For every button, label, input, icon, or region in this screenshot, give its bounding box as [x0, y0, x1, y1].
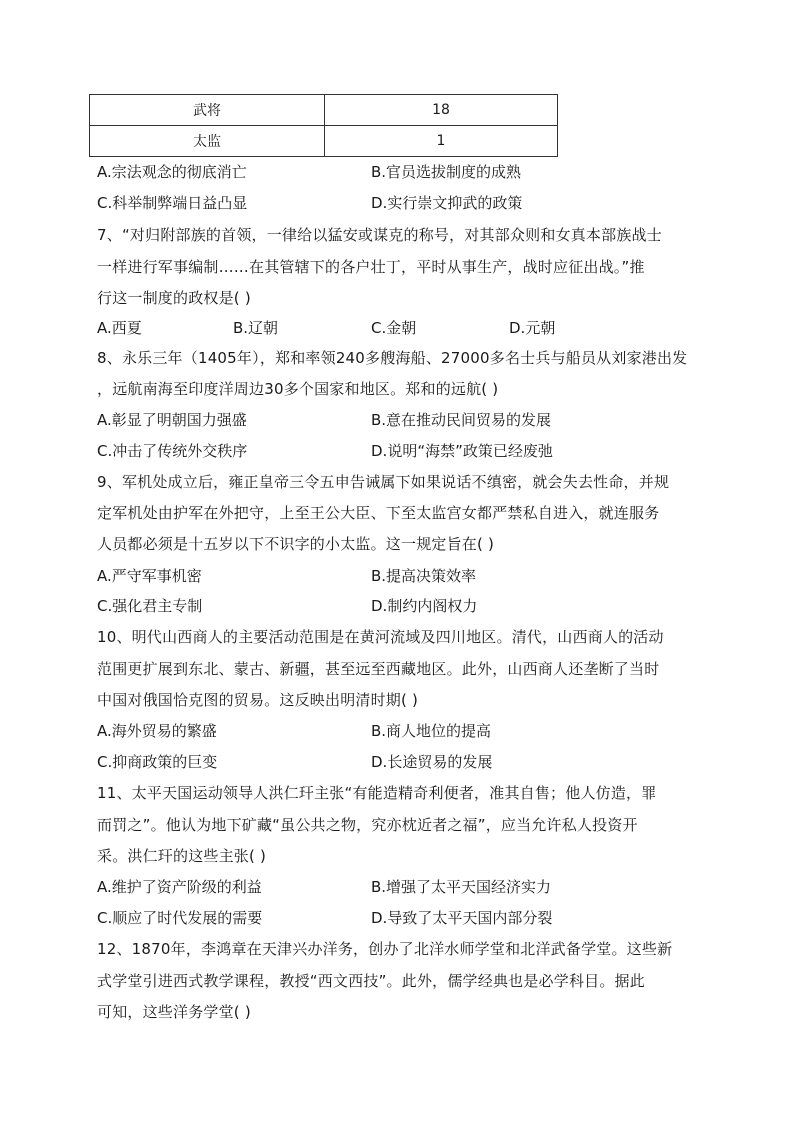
- q7-option-d: D.元朝: [509, 319, 556, 337]
- q8-text-line: 8、永乐三年（1405年），郑和率领240多艘海船、27000多名士兵与船员从刘家港出发: [97, 349, 688, 367]
- q10-text-line: 10、明代山西商人的主要活动范围是在黄河流域及四川地区。清代，山西商人的活动: [97, 628, 664, 646]
- q6-option-d: D.实行崇文抑武的政策: [371, 194, 523, 212]
- q6-option-c: C.科举制弊端日益凸显: [97, 194, 248, 212]
- q9-text-line: 定军机处由护军在外把守，上至王公大臣、下至太监宫女都严禁私自进入，就连服务: [97, 504, 660, 522]
- q10-text-line: 中国对俄国恰克图的贸易。这反映出明清时期( ): [97, 691, 419, 709]
- table-cell-value: 1: [325, 126, 558, 157]
- q7-option-a: A.西夏: [97, 319, 142, 337]
- q12-text-line: 12、1870年，李鸿章在天津兴办洋务，创办了北洋水师学堂和北洋武备学堂。这些新: [97, 940, 673, 958]
- q7-option-c: C.金朝: [371, 319, 417, 337]
- q6-option-a: A.宗法观念的彻底消亡: [97, 163, 247, 181]
- table-row: [90, 95, 558, 126]
- q9-text-line: 9、军机处成立后，雍正皇帝三令五申告诫属下如果说话不缜密，就会失去性命，并规: [97, 473, 670, 491]
- q11-option-d: D.导致了太平天国内部分裂: [371, 909, 553, 927]
- q8-text-line: ，远航南海至印度洋周边30多个国家和地区。郑和的远航( ): [97, 380, 499, 398]
- q9-option-c: C.强化君主专制: [97, 597, 203, 615]
- table-cell-value: 18: [325, 95, 558, 126]
- q11-option-c: C.顺应了时代发展的需要: [97, 909, 263, 927]
- q11-option-b: B.增强了太平天国经济实力: [371, 878, 552, 896]
- q9-option-b: B.提高决策效率: [371, 567, 477, 585]
- q11-text-line: 11、太平天国运动领导人洪仁玕主张“有能造精奇利便者，准其自售；他人仿造，罪: [97, 784, 657, 802]
- q9-option-d: D.制约内阁权力: [371, 597, 478, 615]
- q10-text-line: 范围更扩展到东北、蒙古、新疆，甚至远至西藏地区。此外，山西商人还垄断了当时: [97, 660, 660, 678]
- table-row: [90, 126, 558, 157]
- table-cell-label: 武将: [90, 95, 325, 126]
- q7-text-line: 7、“对归附部族的首领，一律给以猛安或谋克的称号，对其部众则和女真本部族战士: [97, 226, 662, 244]
- q8-option-d: D.说明“海禁”政策已经废弛: [371, 442, 553, 460]
- q10-option-b: B.商人地位的提高: [371, 722, 492, 740]
- q8-option-a: A.彰显了明朝国力强盛: [97, 411, 247, 429]
- q11-text-line: 采。洪仁玕的这些主张( ): [97, 847, 267, 865]
- q9-option-a: A.严守军事机密: [97, 567, 202, 585]
- q11-text-line: 而罚之”。他认为地下矿藏“虽公共之物，究亦枕近者之福”，应当允许私人投资开: [97, 816, 638, 834]
- q11-option-a: A.维护了资产阶级的利益: [97, 878, 262, 896]
- table-cell-label: 太监: [90, 126, 325, 157]
- officials-table: [89, 94, 558, 157]
- q12-text-line: 式学堂引进西式教学课程，教授“西文西技”。此外，儒学经典也是必学科目。据此: [97, 972, 645, 990]
- q10-option-c: C.抑商政策的巨变: [97, 753, 218, 771]
- q7-text-line: 一样进行军事编制……在其管辖下的各户壮丁，平时从事生产，战时应征出战。”推: [97, 258, 645, 276]
- q10-option-d: D.长途贸易的发展: [371, 753, 493, 771]
- q10-option-a: A.海外贸易的繁盛: [97, 722, 217, 740]
- q8-option-c: C.冲击了传统外交秩序: [97, 442, 248, 460]
- q6-option-b: B.官员选拔制度的成熟: [371, 163, 522, 181]
- q7-option-b: B.辽朝: [233, 319, 279, 337]
- q9-text-line: 人员都必须是十五岁以下不识字的小太监。这一规定旨在( ): [97, 535, 495, 553]
- q7-text-line: 行这一制度的政权是( ): [97, 289, 251, 307]
- q12-text-line: 可知，这些洋务学堂( ): [97, 1003, 251, 1021]
- q8-option-b: B.意在推动民间贸易的发展: [371, 411, 552, 429]
